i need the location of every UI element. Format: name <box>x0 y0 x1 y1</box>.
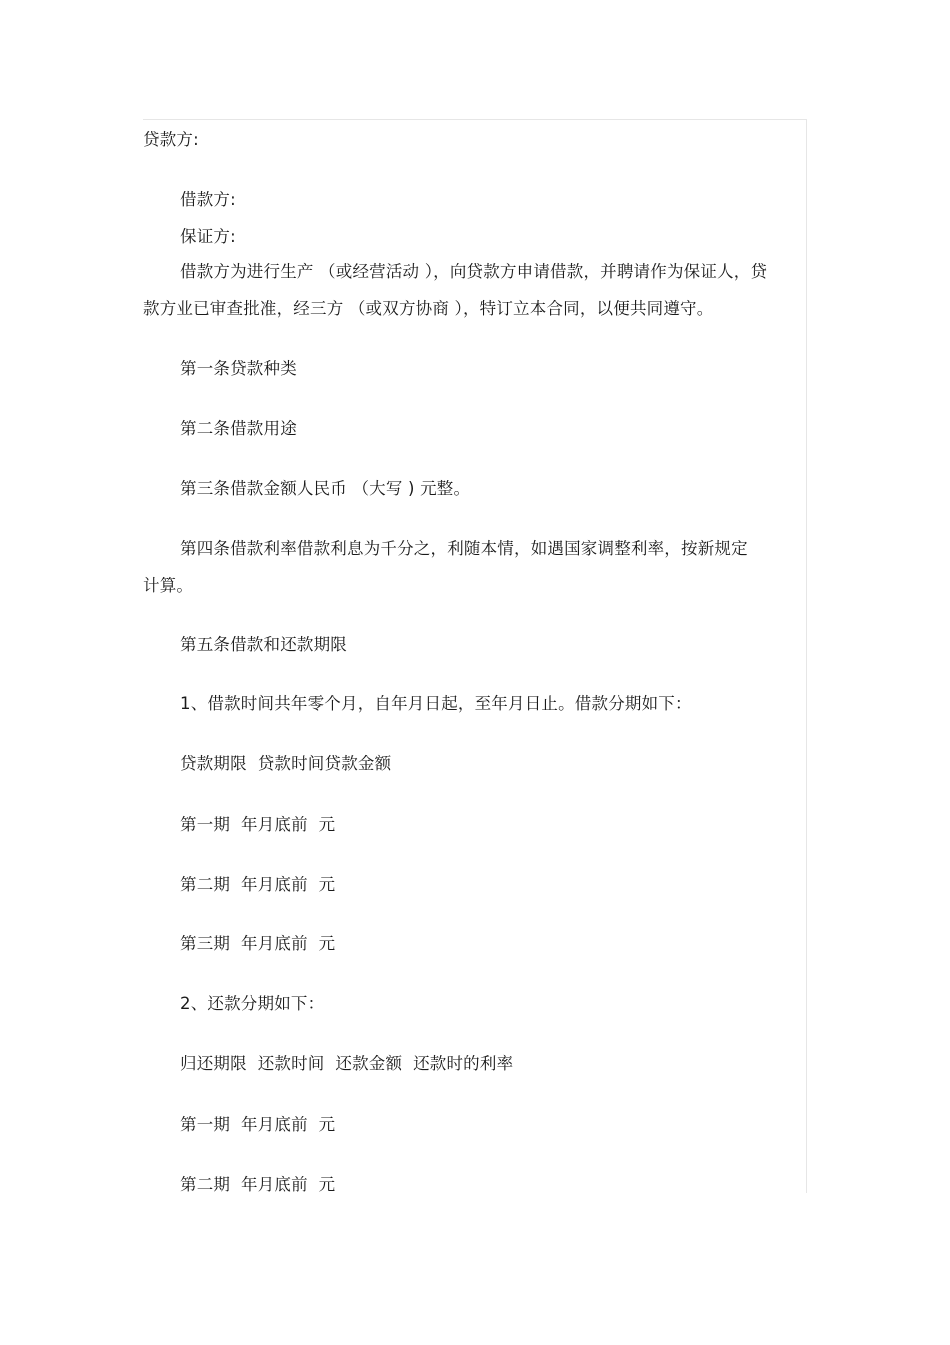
intro-paragraph-line-2: 款方业已审查批准，经三方 （或双方协商 ），特订立本合同，以便共同遵守。 <box>143 299 714 318</box>
article-1-heading: 第一条贷款种类 <box>180 359 297 378</box>
guarantor-label: 保证方: <box>180 227 236 246</box>
repayment-schedule-row: 第二期 年月底前 元 <box>180 1175 336 1194</box>
article-4-line-1: 第四条借款利率借款利息为千分之，利随本情，如遇国家调整利率，按新规定 <box>180 539 748 558</box>
repayment-schedule-row: 第一期 年月底前 元 <box>180 1115 336 1134</box>
loan-period-clause: 1、借款时间共年零个月，自年月日起，至年月日止。借款分期如下： <box>180 694 692 713</box>
lender-label: 贷款方: <box>143 130 199 149</box>
repayment-clause: 2、还款分期如下： <box>180 994 325 1013</box>
loan-schedule-row: 第一期 年月底前 元 <box>180 815 336 834</box>
loan-schedule-row: 第三期 年月底前 元 <box>180 934 336 953</box>
article-3-heading: 第三条借款金额人民币 （大写 ) 元整。 <box>180 479 471 498</box>
article-5-heading: 第五条借款和还款期限 <box>180 635 347 654</box>
loan-schedule-header: 贷款期限 贷款时间贷款金额 <box>180 754 392 773</box>
intro-paragraph-line-1: 借款方为进行生产 （或经营活动 ），向贷款方申请借款，并聘请作为保证人，贷 <box>180 262 768 281</box>
loan-schedule-row: 第二期 年月底前 元 <box>180 875 336 894</box>
borrower-label: 借款方: <box>180 190 236 209</box>
article-2-heading: 第二条借款用途 <box>180 419 297 438</box>
repayment-schedule-header: 归还期限 还款时间 还款金额 还款时的利率 <box>180 1054 514 1073</box>
article-4-line-2: 计算。 <box>143 576 194 595</box>
